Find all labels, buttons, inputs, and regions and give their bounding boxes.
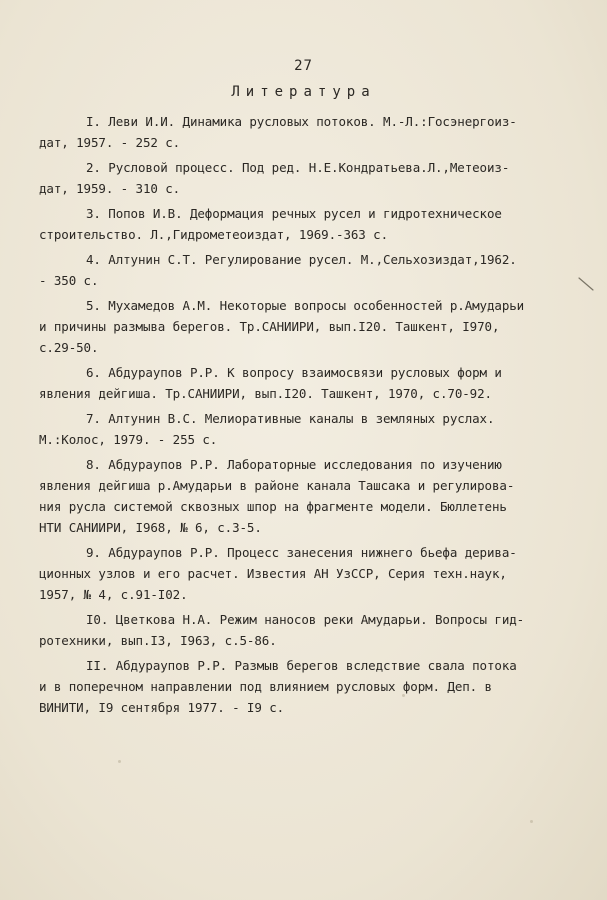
reference-item bbox=[39, 362, 579, 404]
reference-line: ционных узлов и его расчет. Известия АН УзССР, Серия техн.наук, bbox=[39, 566, 507, 581]
reference-line: 9. Абдураупов Р.Р. Процесс занесения нижнего бьефа дерива- bbox=[86, 545, 517, 560]
reference-line: 3. Попов И.В. Деформация речных русел и гидротехническое bbox=[86, 206, 502, 221]
reference-item bbox=[39, 655, 579, 718]
reference-line: 4. Алтунин С.Т. Регулирование русел. М.,Сельхозиздат,1962. bbox=[86, 252, 517, 267]
reference-item bbox=[39, 454, 579, 538]
reference-line: явления дейгиша р.Амударьи в районе канала Ташсака и регулирова- bbox=[39, 478, 515, 493]
reference-line: дат, 1959. - 310 с. bbox=[39, 181, 181, 196]
page-number: 27 bbox=[294, 58, 313, 74]
reference-line: явления дейгиша. Тр.САНИИРИ, вып.I20. Ташкент, 1970, с.70-92. bbox=[39, 386, 492, 401]
reference-item bbox=[39, 111, 579, 153]
section-heading: Литература bbox=[231, 84, 376, 100]
reference-line: М.:Колос, 1979. - 255 с. bbox=[39, 432, 218, 447]
reference-line: с.29-50. bbox=[39, 340, 99, 355]
reference-line: 6. Абдураупов Р.Р. К вопросу взаимосвязи русловых форм и bbox=[86, 365, 502, 380]
reference-line: II. Абдураупов Р.Р. Размыв берегов вследствие свала потока bbox=[86, 658, 517, 673]
reference-line: 2. Русловой процесс. Под ред. Н.Е.Кондратьева.Л.,Метеоиз- bbox=[86, 160, 510, 175]
reference-item bbox=[39, 542, 579, 605]
reference-line: и в поперечном направлении под влиянием русловых форм. Деп. в bbox=[39, 679, 492, 694]
reference-line: I0. Цветкова Н.А. Режим наносов реки Амударьи. Вопросы гид- bbox=[86, 612, 525, 627]
reference-item bbox=[39, 609, 579, 651]
reference-line: дат, 1957. - 252 с. bbox=[39, 135, 181, 150]
reference-item bbox=[39, 157, 579, 199]
reference-item bbox=[39, 203, 579, 245]
reference-line: ВИНИТИ, I9 сентября 1977. - I9 с. bbox=[39, 700, 285, 715]
reference-line: 1957, № 4, с.91-I02. bbox=[39, 587, 188, 602]
reference-line: 8. Абдураупов Р.Р. Лабораторные исследования по изучению bbox=[86, 457, 502, 472]
reference-item bbox=[39, 295, 579, 358]
reference-item bbox=[39, 249, 579, 291]
reference-line: ротехники, вып.I3, I963, с.5-86. bbox=[39, 633, 277, 648]
reference-line: и причины размыва берегов. Тр.САНИИРИ, вып.I20. Ташкент, I970, bbox=[39, 319, 500, 334]
pencil-tick-mark bbox=[577, 275, 595, 293]
reference-line: - 350 с. bbox=[39, 273, 99, 288]
paper-speck bbox=[530, 820, 533, 823]
paper-speck bbox=[118, 760, 121, 763]
reference-line: I. Леви И.И. Динамика русловых потоков. М.-Л.:Госэнергоиз- bbox=[86, 114, 517, 129]
reference-line: 5. Мухамедов А.М. Некоторые вопросы особенностей р.Амударьи bbox=[86, 298, 525, 313]
reference-line: ния русла системой сквозных шпор на фрагменте модели. Бюллетень bbox=[39, 499, 507, 514]
reference-line: НТИ САНИИРИ, I968, № 6, с.3-5. bbox=[39, 520, 262, 535]
reference-item bbox=[39, 408, 579, 450]
reference-line: 7. Алтунин В.С. Мелиоративные каналы в земляных руслах. bbox=[86, 411, 495, 426]
paper-speck bbox=[402, 694, 405, 697]
reference-line: строительство. Л.,Гидрометеоиздат, 1969.-363 с. bbox=[39, 227, 389, 242]
references-list bbox=[39, 111, 579, 722]
